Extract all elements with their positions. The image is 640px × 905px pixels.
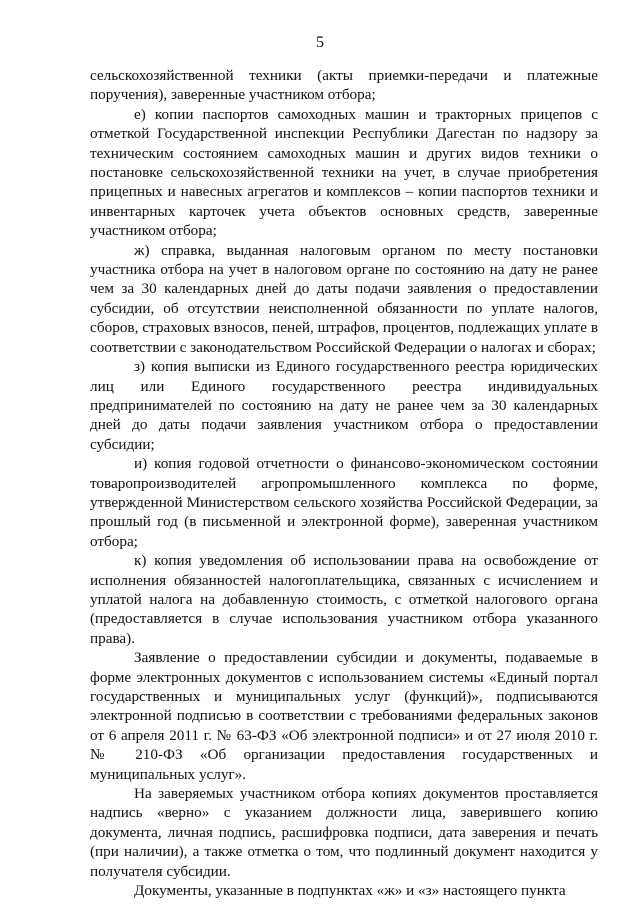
paragraph-item-e: е) копии паспортов самоходных машин и тракторных прицепов с отметкой Государственной инспекции Республики Дагестан по надзору за техническим состоянием самоходных машин и других видов техники о постановке сельскохозяйственной техники на учет, в случае приобретения прицепных и навесных агрегатов и комплексов – копии паспортов техники и инвентарных карточек учета объектов основных средств, заверенные участником отбора; [90, 105, 598, 240]
paragraph-item-i: и) копия годовой отчетности о финансово-экономическом состоянии товаропроизводителей агропромышленного комплекса по форме, утвержденной Министерством сельского хозяйства Российской Федерации, за прошлый год (в письменной и электронной форме), заверенная участником отбора; [90, 455, 598, 550]
paragraph-electronic-signature: Заявление о предоставлении субсидии и документы, подаваемые в форме электронных документов с использованием системы «Единый портал государственных и муниципальных услуг (функций)», подписываются электронной подписью в соответствии с требованиями федеральных законов от 6 апреля 2011 г. № 63-ФЗ «Об электронной подписи» и от 27 июля 2010 г. № 210-ФЗ «Об организации предоставления государственных и муниципальных услуг». [90, 649, 598, 783]
document-body [90, 66, 598, 900]
paragraph-documents-reference: Документы, указанные в подпунктах «ж» и «з» настоящего пункта [134, 882, 566, 900]
paragraph-item-k: к) копия уведомления об использовании права на освобождение от исполнения обязанностей налогоплательщика, связанных с исчислением и уплатой налога на добавленную стоимость, с отметкой налогового органа (предоставляется в случае использования участником отбора указанного права). [90, 552, 598, 647]
paragraph-copy-certification: На заверяемых участником отбора копиях документов проставляется надпись «верно» с указанием должности лица, заверившего копию документа, личная подпись, расшифровка подписи, дата заверения и печать (при наличии), а также отметка о том, что подлинный документ находится у получателя субсидии. [90, 785, 598, 880]
paragraph-item-zh: ж) справка, выданная налоговым органом по месту постановки участника отбора на учет в налоговом органе по состоянию на дату не ранее чем за 30 календарных дней до даты подачи заявления о предоставлении субсидии, об отсутствии неисполненной обязанности по уплате налогов, сборов, страховых взносов, пеней, штрафов, процентов, подлежащих уплате в соответствии с законодательством Российской Федерации о налогах и сборах; [90, 241, 598, 356]
paragraph-item-z: з) копия выписки из Единого государственного реестра юридических лиц или Единого государственного реестра индивидуальных предпринимателей по состоянию на дату не ранее чем за 30 календарных дней до даты подачи заявления участником отбора о предоставлении субсидии; [90, 358, 598, 453]
paragraph-continuation: сельскохозяйственной техники (акты приемки-передачи и платежные поручения), заверенные участником отбора; [90, 67, 598, 104]
page-number: 5 [316, 34, 324, 51]
